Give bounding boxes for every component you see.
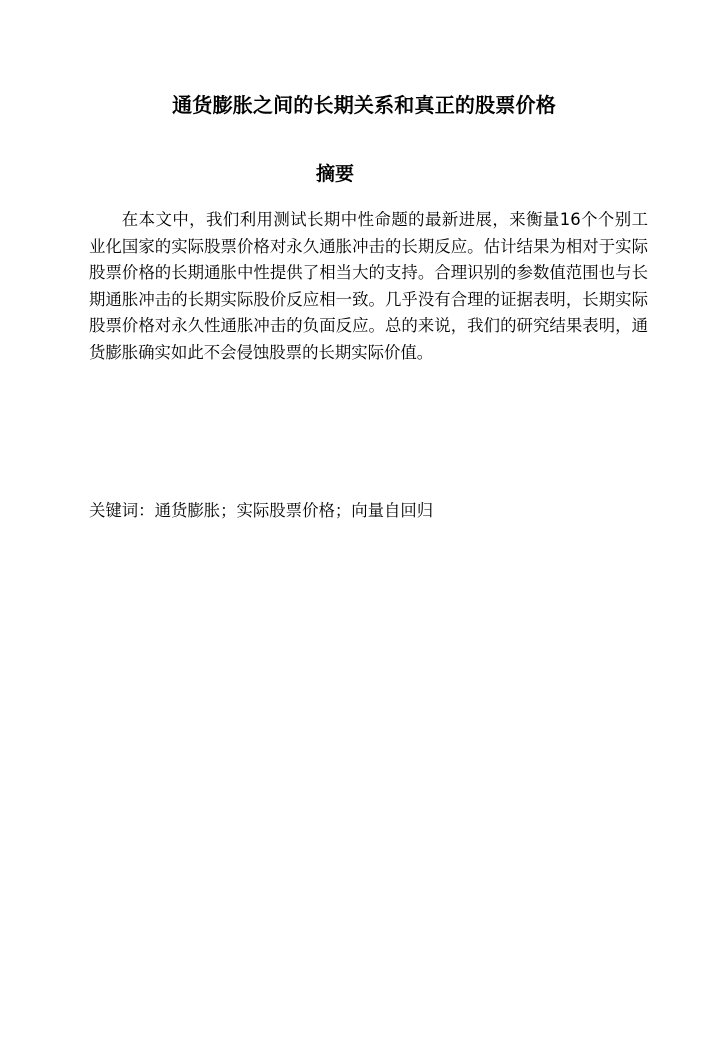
keywords-line bbox=[89, 498, 648, 524]
keywords-list: 通货膨胀；实际股票价格；向量自回归 bbox=[154, 501, 434, 520]
abstract-heading: 摘要 bbox=[315, 163, 354, 185]
abstract-paragraph: 在本文中，我们利用测试长期中性命题的最新进展，来衡量16个个别工业化国家的实际股票价格对永久通胀冲击的长期反应。估计结果为相对于实际股票价格的长期通胀中性提供了相当大的支持。合理识别的参数值范围也与长期通胀冲击的长期实际股价反应相一致。几乎没有合理的证据表明，长期实际股票价格对永久性通胀冲击的负面反应。总的来说，我们的研究结果表明，通货膨胀确实如此不会侵蚀股票的长期实际价值。 bbox=[89, 210, 648, 362]
document-title: 通货膨胀之间的长期关系和真正的股票价格 bbox=[172, 93, 556, 117]
keywords-label: 关键词： bbox=[89, 501, 155, 520]
